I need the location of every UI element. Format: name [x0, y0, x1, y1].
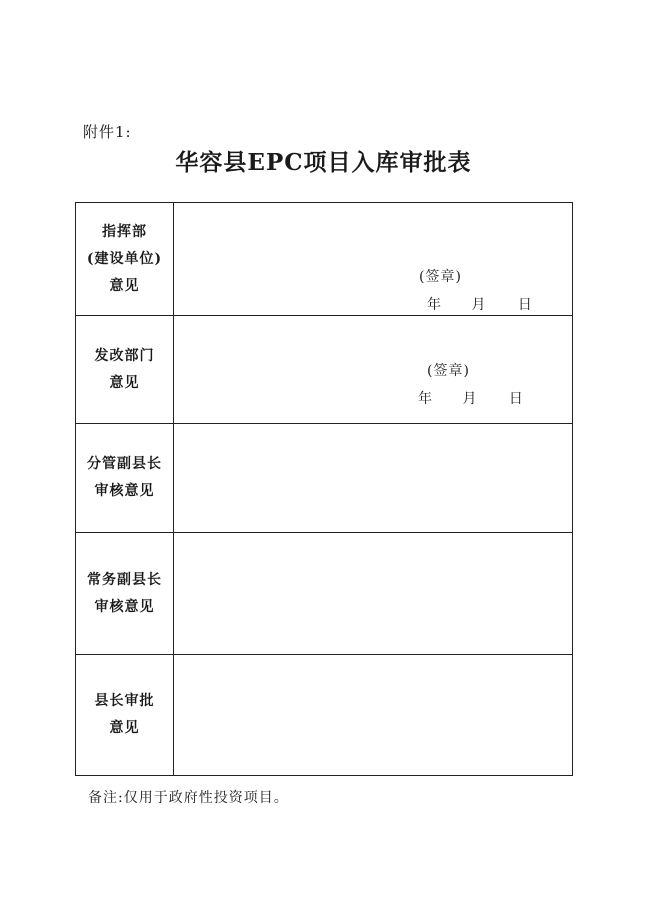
row-label-line: 审核意见	[94, 483, 155, 499]
row-label-line: 发改部门	[94, 347, 155, 364]
date-placeholder	[427, 294, 532, 314]
form-title: 华容县EPC项目入库审批表	[175, 149, 472, 176]
row-label-line: 意见	[109, 277, 140, 294]
row-label-line: 意见	[109, 374, 140, 391]
row-label-line: 常务副县长	[87, 571, 162, 588]
opinion-field[interactable]	[174, 533, 572, 654]
row-label	[76, 316, 174, 423]
opinion-field[interactable]	[174, 203, 572, 315]
row-label	[76, 533, 174, 654]
attachment-label: 附件1:	[83, 123, 132, 141]
seal-placeholder: (签章)	[419, 269, 462, 285]
seal-placeholder: (签章)	[427, 363, 470, 379]
date-month: 月	[471, 297, 486, 313]
date-day: 日	[517, 297, 532, 313]
footnote: 备注:仅用于政府性投资项目。	[88, 790, 289, 806]
row-executive-deputy-county-head	[76, 533, 572, 655]
date-placeholder	[418, 388, 523, 408]
date-year: 年	[418, 391, 432, 407]
row-label-line: 县长审批	[94, 693, 155, 709]
date-month: 月	[462, 391, 477, 407]
row-label-line: 审核意见	[94, 598, 155, 615]
approval-form-table	[75, 202, 573, 776]
row-label-line: (建设单位)	[86, 250, 163, 267]
row-label-line: 分管副县长	[87, 456, 162, 472]
date-day: 日	[508, 391, 523, 407]
opinion-field[interactable]	[174, 424, 572, 532]
opinion-field[interactable]	[174, 655, 572, 775]
row-command-department	[76, 203, 572, 316]
row-deputy-county-head	[76, 424, 572, 533]
row-label	[76, 203, 174, 315]
row-label-line: 意见	[109, 720, 140, 736]
row-development-reform	[76, 316, 572, 424]
row-label	[76, 655, 174, 775]
row-county-head	[76, 655, 572, 775]
date-year: 年	[427, 297, 441, 313]
row-label-line: 指挥部	[102, 223, 147, 240]
opinion-field[interactable]	[174, 316, 572, 423]
row-label	[76, 424, 174, 532]
